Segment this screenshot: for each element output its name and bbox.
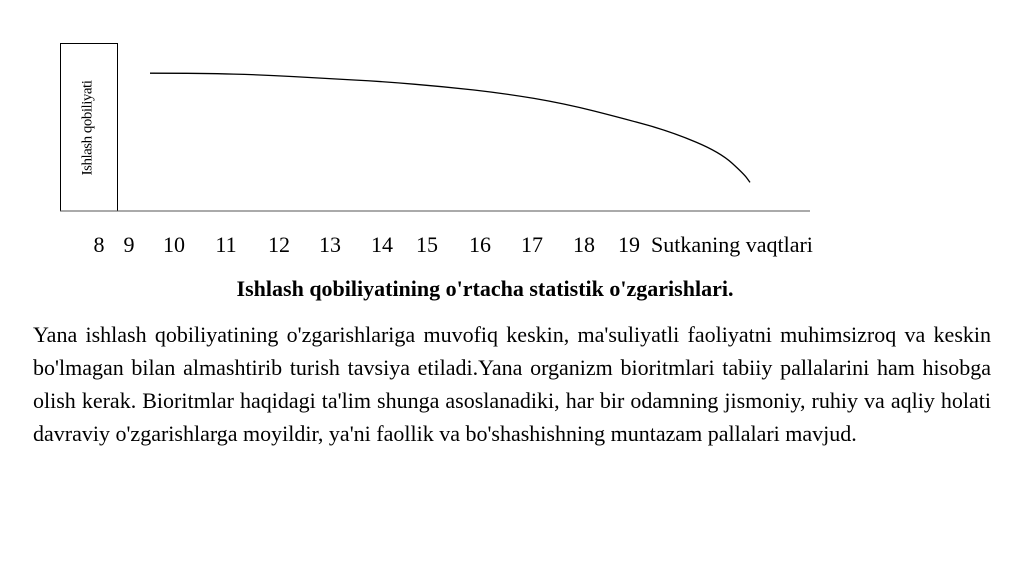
x-tick-label: 11	[215, 232, 237, 257]
x-tick-label: 10	[163, 232, 185, 257]
body-paragraph: Yana ishlash qobiliyatining o'zgarishlariga muvofiq keskin, ma'suliyatli faoliyatni muhimsizroq va keskin bo'lmagan bilan almashtirib turish tavsiya etiladi.Yana organizm bioritmlari tabiiy pallalarini ham hisobga olish kerak. Bioritmlar haqidagi ta'lim shunga asoslanadiki, har bir odamning jismoniy, ruhiy va aqliy holati davraviy o'zgarishlarga moyildir, ya'ni faollik va bo'shashishning muntazam pallalari mavjud.	[33, 322, 991, 446]
x-tick-label: 8	[93, 232, 105, 257]
series-line	[150, 73, 750, 182]
x-tick-label: 9	[123, 232, 135, 257]
x-tick-label: 14	[371, 232, 393, 257]
x-axis-label: Sutkaning vaqtlari	[651, 232, 813, 257]
x-tick-label: 19	[618, 232, 640, 257]
x-tick-label: 12	[268, 232, 290, 257]
x-tick-label: 17	[521, 232, 543, 257]
figure-caption: Ishlash qobiliyatining o'rtacha statistik o'zgarishlari.	[236, 276, 734, 301]
x-tick-label: 15	[416, 232, 438, 257]
x-tick-label: 13	[319, 232, 341, 257]
y-axis-label: Ishlash qobiliyati	[79, 80, 96, 176]
x-tick-label: 16	[469, 232, 491, 257]
x-tick-label: 18	[573, 232, 595, 257]
